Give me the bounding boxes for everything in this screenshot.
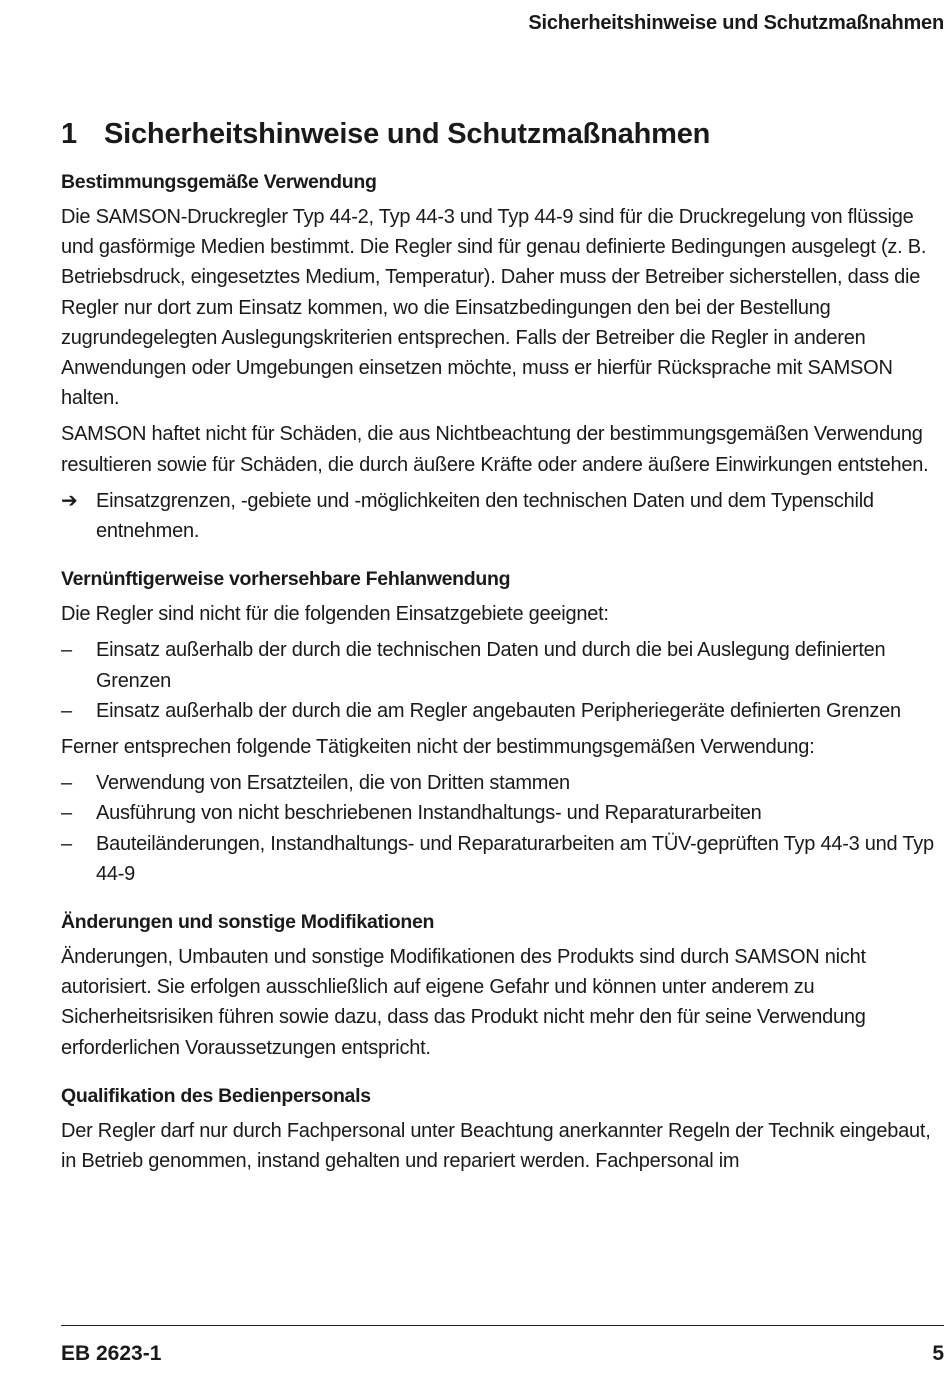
list-item-text: Verwendung von Ersatzteilen, die von Dritten stammen <box>96 772 570 795</box>
misuse-intro-2: Ferner entsprechen folgende Tätigkeiten nicht der bestimmungsgemäßen Verwendung: <box>61 736 815 759</box>
list-item-text: Einsatz außerhalb der durch die am Regler angebauten Peripheriegeräte definierten Grenzen <box>96 699 901 722</box>
arrow-right-icon: ➔ <box>61 489 78 512</box>
list-item <box>61 696 943 726</box>
dash-bullet: – <box>61 699 72 722</box>
misuse-list <box>61 635 943 726</box>
misuse-intro: Die Regler sind nicht für die folgenden Einsatzgebiete geeignet: <box>61 603 609 626</box>
section-heading-intended-use: Bestimmungsgemäße Verwendung <box>61 171 377 193</box>
list-item <box>61 635 943 695</box>
page-number: 5 <box>932 1342 944 1365</box>
list-item-text: Ausführung von nicht beschriebenen Instandhaltungs- und Reparaturarbeiten <box>96 802 762 825</box>
list-item-text: Bauteiländerungen, Instandhaltungs- und Reparaturarbeiten am TÜV-geprüften Typ 44-3 und Typ 44-9 <box>96 832 934 885</box>
dash-bullet: – <box>61 832 72 855</box>
instruction-item <box>61 486 943 546</box>
section-heading-misuse: Vernünftigerweise vorhersehbare Fehlanwendung <box>61 568 511 591</box>
intended-use-paragraph: Die SAMSON-Druckregler Typ 44-2, Typ 44-3 und Typ 44-9 sind für die Druckregelung von flüssige und gasförmige Medien bestimmt. Die Regler sind für genau definierte Bedingungen ausgelegt (z. B. Betriebsdruck, eingesetztes Medium, Temperatur). Daher muss der Betreiber sicherstellen, dass die Regler nur dort zum Einsatz kommen, wo die Einsatzbedingungen den bei der Bestellung zugrundegelegten Auslegungskriterien entsprechen. Falls der Betreiber die Regler in anderen Anwendungen oder Umgebungen einsetzen möchte, muss er hierfür Rücksprache mit SAMSON halten. <box>61 206 927 410</box>
liability-paragraph: SAMSON haftet nicht für Schäden, die aus Nichtbeachtung der bestimmungsgemäßen Verwendung resultieren sowie für Schäden, die durch äußere Kräfte oder andere äußere Einwirkungen entstehen. <box>61 423 929 476</box>
instruction-list <box>61 486 943 546</box>
chapter-number: 1 <box>61 118 77 150</box>
section-heading-qualification: Qualifikation des Bedienpersonals <box>61 1084 371 1107</box>
chapter-title-text: Sicherheitshinweise und Schutzmaßnahmen <box>104 118 711 150</box>
list-item <box>61 829 943 889</box>
page-content <box>61 118 943 1182</box>
chapter-title <box>61 118 943 151</box>
list-item-text: Einsatz außerhalb der durch die technischen Daten und durch die bei Auslegung definierten Grenzen <box>96 639 886 692</box>
dash-bullet: – <box>61 639 72 662</box>
dash-bullet: – <box>61 772 72 795</box>
list-item <box>61 768 943 798</box>
modifications-paragraph: Änderungen, Umbauten und sonstige Modifikationen des Produkts sind durch SAMSON nicht autorisiert. Sie erfolgen ausschließlich auf eigene Gefahr und können unter anderem zu Sicherheitsrisiken führen sowie dazu, dass das Produkt nicht mehr den für seine Verwendung erforderlichen Voraussetzungen entspricht. <box>61 946 866 1059</box>
activities-list <box>61 768 943 889</box>
list-item <box>61 798 943 828</box>
section-heading-modifications: Änderungen und sonstige Modifikationen <box>61 911 435 934</box>
qualification-paragraph: Der Regler darf nur durch Fachpersonal unter Beachtung anerkannter Regeln der Technik eingebaut, in Betrieb genommen, instand gehalten und repariert werden. Fachpersonal im <box>61 1119 931 1173</box>
running-header: Sicherheitshinweise und Schutzmaßnahmen <box>528 12 944 34</box>
document-id: EB 2623-1 <box>61 1342 162 1365</box>
dash-bullet: – <box>61 802 72 825</box>
instruction-text: Einsatzgrenzen, -gebiete und -möglichkeiten den technischen Daten und dem Typenschild entnehmen. <box>96 489 874 543</box>
footer-divider <box>61 1325 944 1326</box>
